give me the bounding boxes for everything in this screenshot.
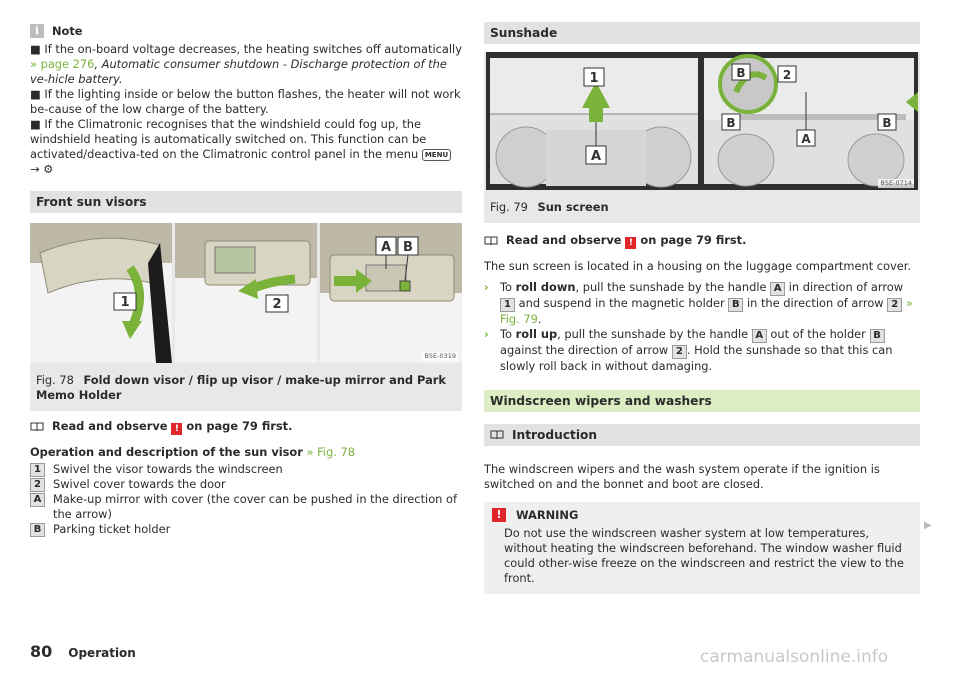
definition-list <box>30 462 462 537</box>
callout-b: B <box>882 116 892 130</box>
note-bullet-1: ■ If the on-board voltage decreases, the heating switches off automatically » page 276, Automatic consumer shutdown - Discharge protection of the ve-hicle battery. <box>30 42 462 86</box>
section-sunshade: Sunshade <box>484 22 920 44</box>
figure-78-image <box>30 223 462 363</box>
read-observe-line: Read and observe ! on page 79 first. <box>484 233 920 249</box>
left-column <box>30 22 462 537</box>
book-icon <box>490 430 504 440</box>
section-introduction: Introduction <box>484 424 920 446</box>
callout-a: A <box>801 132 811 146</box>
figure-79-caption: Fig. 79 Sun screen <box>490 200 609 214</box>
info-icon: i <box>30 24 44 38</box>
arrow-right-icon: → <box>30 162 40 176</box>
list-item: › To roll up, pull the sunshade by the handle A out of the holder B against the direction of arrow 2 . Hold the sunshade so that this can slowly roll back in without damaging. <box>484 327 893 373</box>
page-link[interactable]: » page 276 <box>30 57 95 71</box>
warning-text: Do not use the windscreen washer system at low temperatures, without heating the windscreen beforehand. The window washer fluid could other-wise freeze on the windscreen and restrict the view to the front. <box>504 526 904 585</box>
section-front-sun-visors: Front sun visors <box>30 191 462 213</box>
page-footer <box>30 644 136 661</box>
continue-arrow-icon: ▶ <box>924 520 932 531</box>
chevron-right-icon: › <box>484 280 489 294</box>
callout-2: 2 <box>272 297 282 312</box>
list-item: 2 Swivel cover towards the door <box>30 477 462 492</box>
footer-section: Operation <box>68 646 136 660</box>
gear-icon: ⚙ <box>43 162 54 176</box>
sunshade-intro: The sun screen is located in a housing on the luggage compartment cover. <box>484 259 912 273</box>
callout-b: B <box>736 66 746 80</box>
book-icon <box>30 422 44 432</box>
figure-link[interactable]: » Fig. 78 <box>306 445 355 459</box>
note-block <box>30 22 462 177</box>
menu-key-icon: MENU <box>422 149 451 161</box>
figure-code: B5E-0319 <box>424 352 456 360</box>
warning-icon: ! <box>492 508 506 522</box>
callout-a: A <box>590 149 602 164</box>
watermark: carmanualsonline.info <box>700 647 889 667</box>
figure-79 <box>484 52 920 223</box>
page-number: 80 <box>30 642 53 661</box>
read-observe-line: Read and observe ! on page 79 first. <box>30 419 462 435</box>
callout-b: B <box>726 116 736 130</box>
note-bullet-2: ■ If the lighting inside or below the button flashes, the heater will not work be-cause of the low charge of the battery. <box>30 87 461 116</box>
figure-code: B5E-0714 <box>880 179 912 187</box>
callout-1: 1 <box>120 295 130 310</box>
sun-visor-illustration <box>30 223 462 363</box>
operation-title: Operation and description of the sun visor » Fig. 78 <box>30 445 355 459</box>
figure-78-caption: Fig. 78 Fold down visor / flip up visor / make-up mirror and Park Memo Holder <box>36 373 446 402</box>
list-item: › To roll down, pull the sunshade by the handle A in direction of arrow 1 and suspend in the magnetic holder B in the direction of arrow 2 » Fig. 79. <box>484 280 913 326</box>
callout-a: A <box>380 240 392 255</box>
wipers-text: The windscreen wipers and the wash system operate if the ignition is switched on and the bonnet and boot are closed. <box>484 462 880 491</box>
warning-icon: ! <box>171 423 182 435</box>
sunshade-illustration <box>486 52 918 190</box>
warning-title: WARNING <box>516 507 579 522</box>
note-bullet-3: ■ If the Climatronic recognises that the windshield could fog up, the windshield heating is automatically switched on. This function can be activated/deactiva-ted on the Climatronic control panel in the menu MENU → ⚙ <box>30 117 462 177</box>
list-item: 1 Swivel the visor towards the windscreen <box>30 462 462 477</box>
step-list <box>484 280 920 374</box>
list-item: A Make-up mirror with cover (the cover can be pushed in the direction of the arrow) <box>30 492 462 522</box>
callout-1: 1 <box>589 71 599 86</box>
figure-79-image <box>486 52 918 190</box>
list-item: B Parking ticket holder <box>30 522 462 537</box>
note-title: Note <box>52 23 83 38</box>
warning-box <box>484 502 920 594</box>
book-icon <box>484 236 498 246</box>
callout-b: B <box>403 240 413 255</box>
right-column <box>484 22 920 594</box>
callout-2: 2 <box>782 68 792 82</box>
chevron-right-icon: › <box>484 327 489 341</box>
warning-icon: ! <box>625 237 636 249</box>
figure-78 <box>30 223 462 411</box>
section-windscreen-wipers: Windscreen wipers and washers <box>484 390 920 412</box>
figure-link[interactable]: » Fig. 79 <box>500 296 913 326</box>
